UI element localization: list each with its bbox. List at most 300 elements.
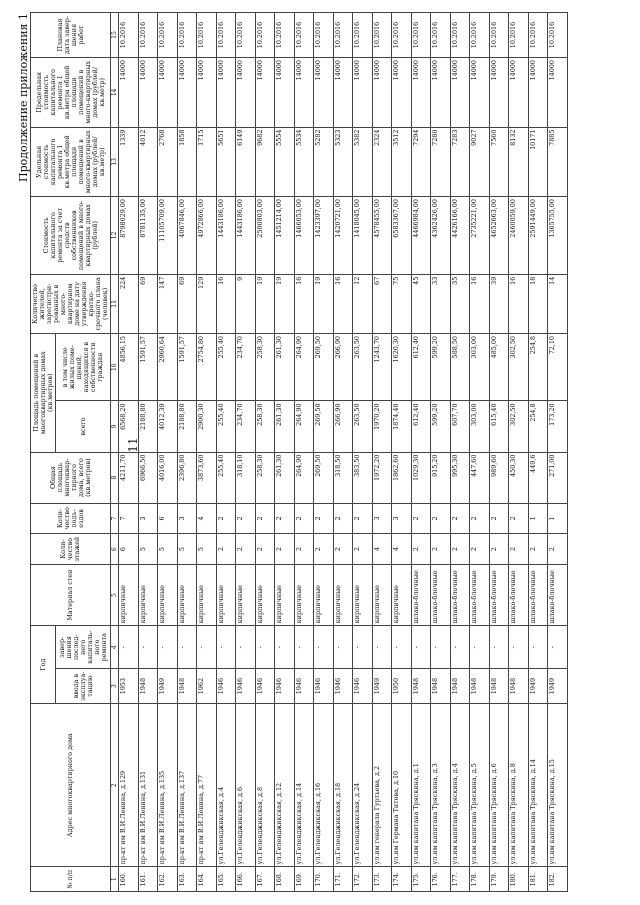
rotated-page (5, 5, 640, 900)
cell-year-built: 1948 (489, 669, 509, 704)
header-year-last-repair: завер-шения послед-него капиталь-ного ремонта (56, 626, 111, 669)
cell-limit-cost: 14000 (138, 58, 158, 128)
cell-year-last-repair: - (314, 626, 334, 669)
cell-limit-cost: 14000 (411, 58, 431, 128)
header-year-group: Год (31, 626, 56, 704)
cell-wall-material: кирпичные (353, 564, 373, 625)
cell-entrances: 7 (119, 503, 139, 534)
cell-total-area: 1972,20 (372, 452, 392, 503)
cell-wall-material: кирпичные (294, 564, 314, 625)
column-index-cell: 9 (111, 401, 119, 452)
cell-row-number: 180. (509, 867, 529, 892)
cell-repair-cost: 11105709,00 (158, 197, 178, 275)
cell-repair-cost: 4466984,00 (411, 197, 431, 275)
cell-residents: 9 (236, 274, 256, 333)
cell-area-residential: 1620,30 (392, 334, 412, 401)
cell-plan-date: 10.2016 (411, 13, 431, 58)
table-row (470, 13, 490, 892)
cell-residents: 33 (431, 274, 451, 333)
cell-limit-cost: 14000 (158, 58, 178, 128)
cell-unit-cost: 5382 (353, 127, 373, 197)
cell-address: пр-кт им В.И.Ленина, д.135 (158, 703, 178, 867)
cell-year-built: 1946 (255, 669, 275, 704)
cell-address: ул.Геленджикская, д.4 (216, 703, 236, 867)
table-row (411, 13, 431, 892)
cell-row-number: 178. (470, 867, 490, 892)
cell-year-last-repair: - (294, 626, 314, 669)
cell-area-total: 266,90 (333, 401, 353, 452)
cell-wall-material: кирпичные (158, 564, 178, 625)
cell-year-built: 1950 (392, 669, 412, 704)
cell-wall-material: шлако-блочные (509, 564, 529, 625)
cell-repair-cost: 1466053,00 (294, 197, 314, 275)
cell-row-number: 170. (314, 867, 334, 892)
cell-area-total: 4012,39 (158, 401, 178, 452)
cell-year-built: 1946 (275, 669, 295, 704)
cell-total-area: 995,30 (450, 452, 470, 503)
cell-area-residential: 255,40 (216, 334, 236, 401)
cell-entrances: 2 (314, 503, 334, 534)
cell-wall-material: кирпичные (314, 564, 334, 625)
table-row (138, 13, 158, 892)
table-row (489, 13, 509, 892)
cell-floors: 6 (119, 534, 139, 565)
cell-floors: 2 (528, 534, 548, 565)
cell-limit-cost: 14000 (392, 58, 412, 128)
cell-total-area: 4016,00 (158, 452, 178, 503)
cell-unit-cost: 8132 (509, 127, 529, 197)
cell-area-total: 261,30 (275, 401, 295, 452)
cell-floors: 5 (197, 534, 217, 565)
cell-limit-cost: 14000 (431, 58, 451, 128)
column-index-cell: 5 (111, 564, 119, 625)
table-row (353, 13, 373, 892)
cell-year-last-repair: - (177, 626, 197, 669)
cell-repair-cost: 6583367,00 (392, 197, 412, 275)
cell-repair-cost: 8781135,00 (138, 197, 158, 275)
cell-plan-date: 10.2016 (158, 13, 178, 58)
cell-total-area: 447,60 (470, 452, 490, 503)
cell-row-number: 166. (236, 867, 256, 892)
table-body (119, 13, 568, 892)
cell-area-residential: 485,00 (489, 334, 509, 401)
cell-row-number: 175. (411, 867, 431, 892)
cell-unit-cost: 5282 (314, 127, 334, 197)
cell-repair-cost: 1443186,00 (216, 197, 236, 275)
cell-limit-cost: 14000 (353, 58, 373, 128)
cell-address: ул.им капитана Тряскина, д.4 (450, 703, 470, 867)
header-area-residential: в том числе жилых поме-щений, находящихся в собственности граждан (56, 334, 111, 401)
cell-entrances: 2 (470, 503, 490, 534)
cell-limit-cost: 14000 (528, 58, 548, 128)
table-row (275, 13, 295, 892)
column-index-cell: 8 (111, 452, 119, 503)
cell-wall-material: шлако-блочные (489, 564, 509, 625)
cell-year-last-repair: - (489, 626, 509, 669)
cell-year-last-repair: - (197, 626, 217, 669)
column-index-cell: 4 (111, 626, 119, 669)
cell-area-total: 612,40 (411, 401, 431, 452)
cell-residents: 129 (197, 274, 217, 333)
cell-entrances: 2 (255, 503, 275, 534)
cell-repair-cost: 2591449,00 (528, 197, 548, 275)
cell-area-residential: 2960,64 (158, 334, 178, 401)
cell-entrances: 6 (158, 503, 178, 534)
cell-area-total: 1970,20 (372, 401, 392, 452)
cell-repair-cost: 4578455,00 (372, 197, 392, 275)
cell-year-last-repair: - (158, 626, 178, 669)
cell-area-total: 6568,20 (119, 401, 139, 452)
cell-total-area: 989,60 (489, 452, 509, 503)
cell-floors: 2 (470, 534, 490, 565)
cell-residents: 16 (470, 274, 490, 333)
cell-area-total: 234,70 (236, 401, 256, 452)
cell-wall-material: кирпичные (255, 564, 275, 625)
cell-plan-date: 10.2016 (450, 13, 470, 58)
header-total-area: Общая площадь многоквар-тирного дома, всего (кв.метров) (31, 452, 111, 503)
cell-floors: 2 (255, 534, 275, 565)
column-index-cell: 10 (111, 334, 119, 401)
cell-address: ул.им капитана Тряскина, д.14 (528, 703, 548, 867)
cell-limit-cost: 14000 (294, 58, 314, 128)
cell-area-total: 302,50 (509, 401, 529, 452)
cell-area-residential: 588,50 (450, 334, 470, 401)
cell-area-total: 2188,80 (138, 401, 158, 452)
cell-limit-cost: 14000 (255, 58, 275, 128)
cell-address: ул.Геленджикская, д.8 (255, 703, 275, 867)
cell-year-built: 1946 (333, 669, 353, 704)
table-row (450, 13, 470, 892)
cell-floors: 2 (548, 534, 568, 565)
cell-area-total: 258,30 (255, 401, 275, 452)
table-row (158, 13, 178, 892)
cell-total-area: 264,90 (294, 452, 314, 503)
cell-area-total: 255,40 (216, 401, 236, 452)
cell-floors: 2 (450, 534, 470, 565)
cell-residents: 16 (333, 274, 353, 333)
cell-floors: 4 (372, 534, 392, 565)
cell-address: ул.им капитана Тряскина, д.6 (489, 703, 509, 867)
cell-area-total: 264,90 (294, 401, 314, 452)
cell-limit-cost: 14000 (509, 58, 529, 128)
column-index-row (111, 13, 119, 892)
cell-year-built: 1948 (177, 669, 197, 704)
cell-address: ул.им генерала Гуртьева, д.2 (372, 703, 392, 867)
cell-year-built: 1946 (216, 669, 236, 704)
cell-wall-material: кирпичные (119, 564, 139, 625)
cell-unit-cost: 3512 (392, 127, 412, 197)
cell-row-number: 168. (275, 867, 295, 892)
cell-floors: 2 (314, 534, 334, 565)
cell-limit-cost: 14000 (333, 58, 353, 128)
cell-year-last-repair: - (372, 626, 392, 669)
cell-limit-cost: 14000 (119, 58, 139, 128)
cell-limit-cost: 14000 (275, 58, 295, 128)
cell-floors: 2 (509, 534, 529, 565)
cell-plan-date: 10.2016 (177, 13, 197, 58)
header-cost: Стоимость капитального ремонта за счет средств собственников помещений в много-квартирных домах (рублей) (31, 197, 111, 275)
cell-floors: 4 (392, 534, 412, 565)
column-index-cell: 14 (111, 58, 119, 128)
cell-residents: 224 (119, 274, 139, 333)
cell-area-residential: 1591,57 (138, 334, 158, 401)
cell-repair-cost: 4362426,00 (431, 197, 451, 275)
cell-address: ул.им капитана Тряскина, д.15 (548, 703, 568, 867)
cell-unit-cost: 5534 (294, 127, 314, 197)
cell-repair-cost: 1418045,00 (353, 197, 373, 275)
cell-repair-cost: 2735221,00 (470, 197, 490, 275)
cell-floors: 2 (489, 534, 509, 565)
cell-year-last-repair: - (216, 626, 236, 669)
cell-total-area: 261,30 (275, 452, 295, 503)
cell-unit-cost: 1339 (119, 127, 139, 197)
cell-repair-cost: 1451214,00 (275, 197, 295, 275)
cell-unit-cost: 5651 (216, 127, 236, 197)
cell-wall-material: кирпичные (177, 564, 197, 625)
cell-year-built: 1948 (470, 669, 490, 704)
cell-wall-material: кирпичные (216, 564, 236, 625)
cell-plan-date: 10.2016 (197, 13, 217, 58)
cell-wall-material: шлако-блочные (411, 564, 431, 625)
cell-limit-cost: 14000 (372, 58, 392, 128)
cell-wall-material: шлако-блочные (470, 564, 490, 625)
cell-area-total: 607,70 (450, 401, 470, 452)
header-unit-cost: Удельная стоимость капитального ремонта 1 кв.метра общей площади помещений в много-квартирных домах (рублей/кв.метр) (31, 127, 111, 197)
cell-plan-date: 10.2016 (470, 13, 490, 58)
cell-year-built: 1948 (138, 669, 158, 704)
cell-wall-material: шлако-блочные (528, 564, 548, 625)
cell-area-residential: 234,70 (236, 334, 256, 401)
cell-wall-material: кирпичные (333, 564, 353, 625)
cell-floors: 5 (158, 534, 178, 565)
cell-unit-cost: 7280 (431, 127, 451, 197)
cell-total-area: 318,10 (236, 452, 256, 503)
cell-year-last-repair: - (528, 626, 548, 669)
cell-plan-date: 10.2016 (489, 13, 509, 58)
cell-area-total: 599,20 (431, 401, 451, 452)
cell-unit-cost: 7294 (411, 127, 431, 197)
cell-year-built: 1949 (372, 669, 392, 704)
table-row (294, 13, 314, 892)
cell-row-number: 164. (197, 867, 217, 892)
cell-plan-date: 10.2016 (119, 13, 139, 58)
cell-wall-material: шлако-блочные (450, 564, 470, 625)
cell-row-number: 161. (138, 867, 158, 892)
cell-total-area: 255,40 (216, 452, 236, 503)
cell-repair-cost: 2500803,00 (255, 197, 275, 275)
cell-year-last-repair: - (548, 626, 568, 669)
cell-residents: 147 (158, 274, 178, 333)
cell-residents: 45 (411, 274, 431, 333)
header-entrances: Коли-чество подъ-ездов (31, 503, 111, 534)
cell-year-last-repair: - (392, 626, 412, 669)
cell-residents: 35 (450, 274, 470, 333)
column-index-cell: 7 (111, 503, 119, 534)
cell-row-number: 162. (158, 867, 178, 892)
cell-area-residential: 254,8 (528, 334, 548, 401)
cell-repair-cost: 1423397,00 (314, 197, 334, 275)
cell-total-area: 1029,30 (411, 452, 431, 503)
cell-limit-cost: 14000 (450, 58, 470, 128)
cell-entrances: 2 (294, 503, 314, 534)
cell-area-total: 269,50 (314, 401, 334, 452)
cell-row-number: 163. (177, 867, 197, 892)
cell-address: ул.Геленджикская, д.6 (236, 703, 256, 867)
cell-address: пр-кт им В.И.Ленина, д.77 (197, 703, 217, 867)
cell-row-number: 182. (548, 867, 568, 892)
header-area-total: всего (56, 401, 111, 452)
cell-residents: 16 (216, 274, 236, 333)
cell-floors: 2 (333, 534, 353, 565)
cell-total-area: 915,20 (431, 452, 451, 503)
cell-residents: 67 (372, 274, 392, 333)
cell-residents: 19 (255, 274, 275, 333)
cell-entrances: 2 (411, 503, 431, 534)
cell-residents: 39 (489, 274, 509, 333)
column-index-cell: 15 (111, 13, 119, 58)
cell-address: пр-кт им В.И.Ленина, д.129 (119, 703, 139, 867)
cell-total-area: 383,50 (353, 452, 373, 503)
cell-plan-date: 10.2016 (255, 13, 275, 58)
cell-total-area: 318,50 (333, 452, 353, 503)
cell-year-built: 1948 (509, 669, 529, 704)
cell-area-total: 303,00 (470, 401, 490, 452)
cell-address: ул.Геленджикская, д.12 (275, 703, 295, 867)
cell-wall-material: кирпичные (236, 564, 256, 625)
cell-total-area: 3873,60 (197, 452, 217, 503)
cell-residents: 69 (138, 274, 158, 333)
cell-residents: 14 (548, 274, 568, 333)
cell-entrances: 3 (138, 503, 158, 534)
cell-floors: 2 (294, 534, 314, 565)
cell-unit-cost: 10171 (528, 127, 548, 197)
cell-address: ул.Геленджикская, д.18 (333, 703, 353, 867)
cell-row-number: 177. (450, 867, 470, 892)
cell-year-built: 1948 (431, 669, 451, 704)
cell-row-number: 171. (333, 867, 353, 892)
cell-unit-cost: 1715 (197, 127, 217, 197)
cell-area-residential: 4856,15 (119, 334, 139, 401)
cell-unit-cost: 4012 (138, 127, 158, 197)
cell-year-last-repair: - (255, 626, 275, 669)
table-row (314, 13, 334, 892)
cell-floors: 2 (411, 534, 431, 565)
cell-unit-cost: 9682 (255, 127, 275, 197)
cell-address: ул.им Германа Титова, д.10 (392, 703, 412, 867)
cell-area-residential: 302,50 (509, 334, 529, 401)
table-row (255, 13, 275, 892)
cell-address: ул.им капитана Тряскина, д.1 (411, 703, 431, 867)
column-index-cell: 3 (111, 669, 119, 704)
header-plan-date: Плановая дата завер-шения работ (31, 13, 111, 58)
cell-unit-cost: 7560 (489, 127, 509, 197)
cell-area-residential: 263,50 (353, 334, 373, 401)
cell-row-number: 174. (392, 867, 412, 892)
table-row (548, 13, 568, 892)
cell-year-last-repair: - (119, 626, 139, 669)
cell-address: ул.Геленджикская, д.16 (314, 703, 334, 867)
cell-row-number: 181. (528, 867, 548, 892)
cell-plan-date: 10.2016 (548, 13, 568, 58)
cell-address: ул.Геленджикская, д.14 (294, 703, 314, 867)
header-residents: Количество жителей, зарегистри-рованных в много-квартирном доме на дату утверждения кратко-срочного плана (человек) (31, 274, 111, 333)
cell-limit-cost: 14000 (177, 58, 197, 128)
cell-floors: 5 (138, 534, 158, 565)
cell-row-number: 179. (489, 867, 509, 892)
cell-unit-cost: 1858 (177, 127, 197, 197)
cell-limit-cost: 14000 (197, 58, 217, 128)
table-row (197, 13, 217, 892)
cell-floors: 2 (275, 534, 295, 565)
cell-repair-cost: 8798029,00 (119, 197, 139, 275)
repair-plan-table (30, 12, 568, 892)
cell-entrances: 2 (489, 503, 509, 534)
cell-year-built: 1948 (411, 669, 431, 704)
cell-year-last-repair: - (450, 626, 470, 669)
cell-unit-cost: 2768 (158, 127, 178, 197)
cell-area-residential: 269,50 (314, 334, 334, 401)
cell-area-total: 254,8 (528, 401, 548, 452)
header-area-group: Площадь помещений в многоквартирных домах (кв.метров) (31, 334, 56, 453)
cell-wall-material: кирпичные (392, 564, 412, 625)
cell-entrances: 1 (548, 503, 568, 534)
cell-area-residential: 303,00 (470, 334, 490, 401)
cell-address: ул.им капитана Тряскина, д.3 (431, 703, 451, 867)
cell-unit-cost: 9027 (470, 127, 490, 197)
column-index-cell: 13 (111, 127, 119, 197)
cell-entrances: 2 (431, 503, 451, 534)
cell-wall-material: кирпичные (372, 564, 392, 625)
cell-limit-cost: 14000 (470, 58, 490, 128)
cell-row-number: 176. (431, 867, 451, 892)
table-row (509, 13, 529, 892)
cell-repair-cost: 4067846,00 (177, 197, 197, 275)
cell-row-number: 160. (119, 867, 139, 892)
cell-year-built: 1946 (353, 669, 373, 704)
cell-area-total: 263,50 (353, 401, 373, 452)
header-wall-material: Материал стен (31, 564, 111, 625)
cell-year-built: 1949 (528, 669, 548, 704)
cell-repair-cost: 1365755,00 (548, 197, 568, 275)
cell-total-area: 449,6 (528, 452, 548, 503)
cell-year-built: 1946 (294, 669, 314, 704)
cell-row-number: 165. (216, 867, 236, 892)
cell-plan-date: 10.2016 (216, 13, 236, 58)
cell-entrances: 2 (216, 503, 236, 534)
cell-residents: 19 (275, 274, 295, 333)
cell-wall-material: кирпичные (197, 564, 217, 625)
cell-repair-cost: 1420721,00 (333, 197, 353, 275)
cell-year-last-repair: - (333, 626, 353, 669)
cell-unit-cost: 7885 (548, 127, 568, 197)
table-row (177, 13, 197, 892)
cell-floors: 2 (353, 534, 373, 565)
column-index-cell: 12 (111, 197, 119, 275)
cell-entrances: 2 (450, 503, 470, 534)
cell-area-residential: 261,30 (275, 334, 295, 401)
cell-repair-cost: 4652663,00 (489, 197, 509, 275)
cell-floors: 2 (431, 534, 451, 565)
cell-address: ул.Геленджикская, д.24 (353, 703, 373, 867)
cell-limit-cost: 14000 (548, 58, 568, 128)
cell-entrances: 1 (528, 503, 548, 534)
header-num: № п/п (31, 867, 111, 892)
cell-entrances: 2 (509, 503, 529, 534)
cell-residents: 75 (392, 274, 412, 333)
cell-plan-date: 10.2016 (314, 13, 334, 58)
cell-row-number: 167. (255, 867, 275, 892)
cell-limit-cost: 14000 (314, 58, 334, 128)
